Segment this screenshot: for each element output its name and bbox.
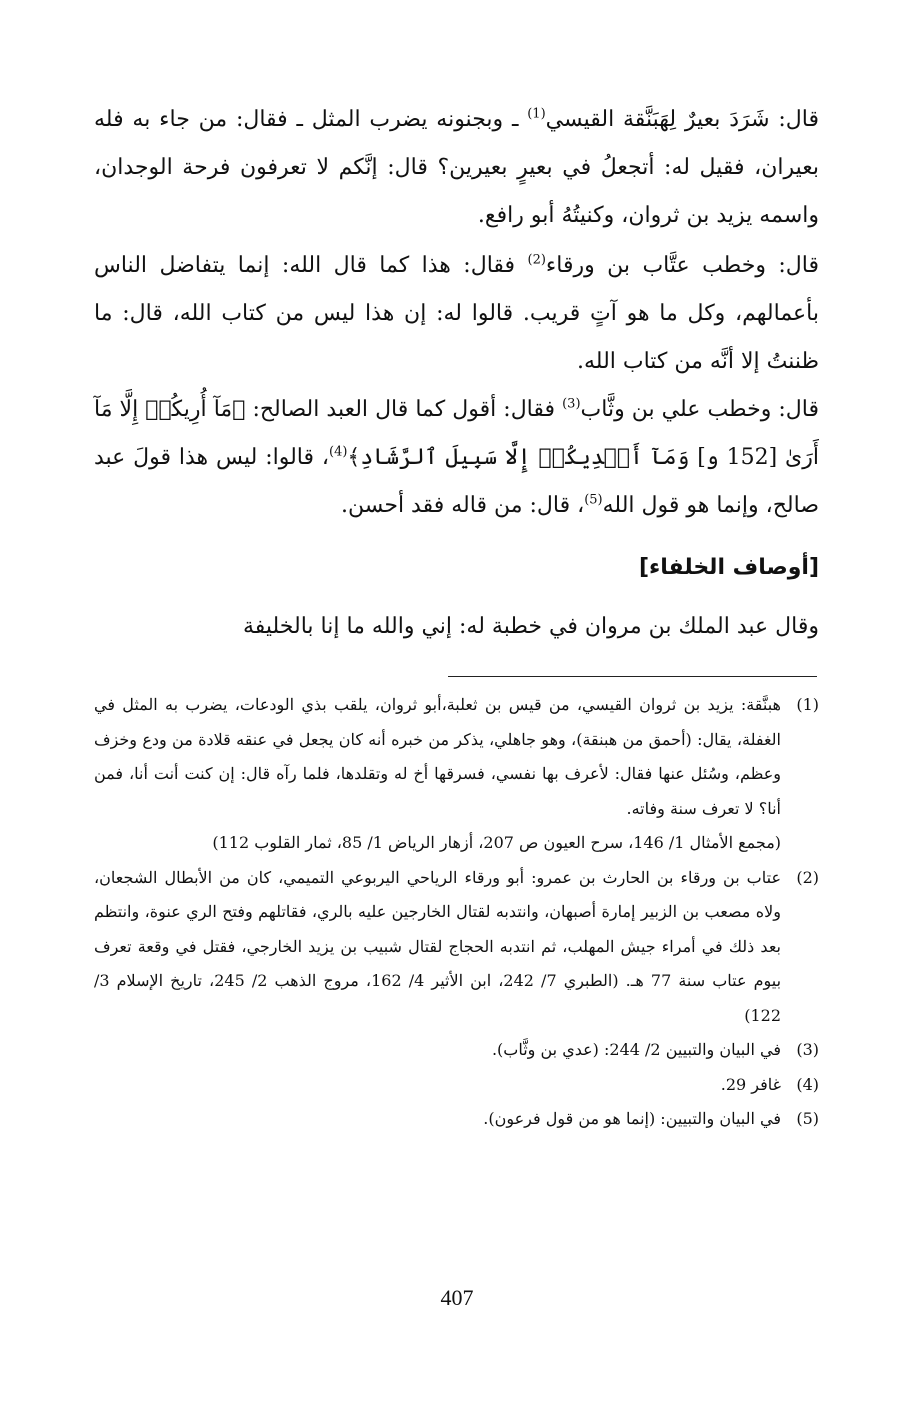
paragraph-4: وقال عبد الملك بن مروان في خطبة له: إني والله ما إنا بالخليفة <box>242 614 819 639</box>
footnote-body <box>94 1068 781 1103</box>
footnote-4 <box>94 1068 819 1103</box>
page-number: 407 <box>440 1285 474 1310</box>
footnote-body <box>94 688 781 861</box>
footnote-2 <box>94 861 819 1034</box>
footnote-number: (5) <box>796 1109 819 1128</box>
paragraph-2-rest: فقال: هذا كما قال الله: إنما يتفاضل الناس بأعمالهم، وكل ما هو آتٍ قريب. قالوا له: إن هذا ليس من كتاب الله، قال: ما ظننتُ إلا أنَّه من كتاب الله. <box>94 253 819 374</box>
paragraph-2-text: قال: وخطب عتَّاب بن ورقاء <box>545 253 820 278</box>
footnote-text: غافر 29. <box>720 1074 781 1094</box>
footnote-number: (4) <box>796 1074 819 1094</box>
paragraph-3 <box>94 386 819 530</box>
footnote-body <box>94 861 781 1034</box>
paragraph-3-quote: فقال: أقول كما قال العبد الصالح: ﴿مَآ أُرِيكُمۡ إِلَّا مَآ أَرَىٰ [152 و] وَمَآ أَهۡدِيكُمۡ إِلَّا سَبِيلَ ٱلرَّشَادِ﴾ <box>94 397 819 470</box>
footnote-5 <box>94 1102 819 1137</box>
footnote-number: (2) <box>796 867 819 887</box>
paragraph-3-text: قال: وخطب علي بن وثَّاب <box>580 397 819 422</box>
footnote-ref-1: (1) <box>527 106 546 122</box>
paragraph-3-rest: ، قال: من قاله فقد أحسن. <box>340 493 585 518</box>
footnote-ref-3: (3) <box>562 396 581 412</box>
footnote-body <box>94 1102 781 1137</box>
footnote-text: في البيان والتبيين 2/ 244: (عدي بن وثَّاب). <box>491 1040 781 1059</box>
footnote-body <box>94 1033 781 1068</box>
footnote-number: (3) <box>796 1040 819 1059</box>
section-heading: [أوصاف الخلفاء] <box>638 555 819 580</box>
footnotes <box>94 688 819 1137</box>
footnote-number: (1) <box>796 695 819 714</box>
paragraph-3-mid: ، قالوا: ليس هذا قولَ عبد صالح، وإنما هو قول الله <box>94 445 819 518</box>
paragraph-2 <box>94 242 819 386</box>
footnote-divider <box>448 676 817 677</box>
footnote-3 <box>94 1033 819 1068</box>
footnote-ref-5: (5) <box>584 492 603 508</box>
paragraph-1 <box>94 96 819 240</box>
footnote-text: عتاب بن ورقاء بن الحارث بن عمرو: أبو ورقاء الرياحي اليربوعي التميمي، كان من الأبطال الشجعان، ولاه مصعب بن الزبير إمارة أصبهان، وانتدبه لقتال الخارجين عليه بالري، فقاتلهم وفتح الري عنوة، وانتظم بعد ذلك في أمراء جيش المهلب، ثم انتدبه الحجاج لقتال شبيب بن يزيد الخارجي، فقتل في وقعة تعرف بيوم عتاب سنة 77 هـ. (الطبري 7/ 242، ابن الأثير 4/ 162، مروج الذهب 2/ 245، تاريخ الإسلام 3/ 122) <box>94 867 782 1025</box>
footnote-text: في البيان والتبيين: (إنما هو من قول فرعون). <box>483 1109 781 1128</box>
footnote-text: هبنَّقة: يزيد بن ثروان القيسي، من قيس بن ثعلبة،أبو ثروان، يلقب بذي الودعات، يضرب به المثل في الغفلة، يقال: (أحمق من هبنقة)، وهو جاهلي، يذكر من خبره أنه كان يجعل في عنقه قلادة من ودع وخزف وعظم، وسُئل عنها فقال: لأعرف بها نفسي، فسرقها أخ له وتقلدها، فلما رآه قال: إن كنت أنت أنا، فمن أنا؟ لا تعرف سنة وفاته. <box>94 695 781 818</box>
footnote-ref-4: (4) <box>328 444 348 460</box>
footnote-sources: (مجمع الأمثال 1/ 146، سرح العيون ص 207، أزهار الرياض 1/ 85، ثمار القلوب 112) <box>212 833 781 852</box>
paragraph-1-rest: ـ وبجنونه يضرب المثل ـ فقال: من جاء به فله بعيران، فقيل له: أتجعلُ في بعيرٍ بعيرين؟ قال: إنَّكم لا تعرفون فرحة الوجدان، واسمه يزيد بن ثروان، وكنيتُهُ أبو رافع. <box>94 107 819 228</box>
footnote-ref-2: (2) <box>527 252 546 268</box>
footnote-1 <box>94 688 819 861</box>
paragraph-1-text: قال: شَرَدَ بعيرٌ لِهَبَنَّقة القيسي <box>545 107 819 132</box>
